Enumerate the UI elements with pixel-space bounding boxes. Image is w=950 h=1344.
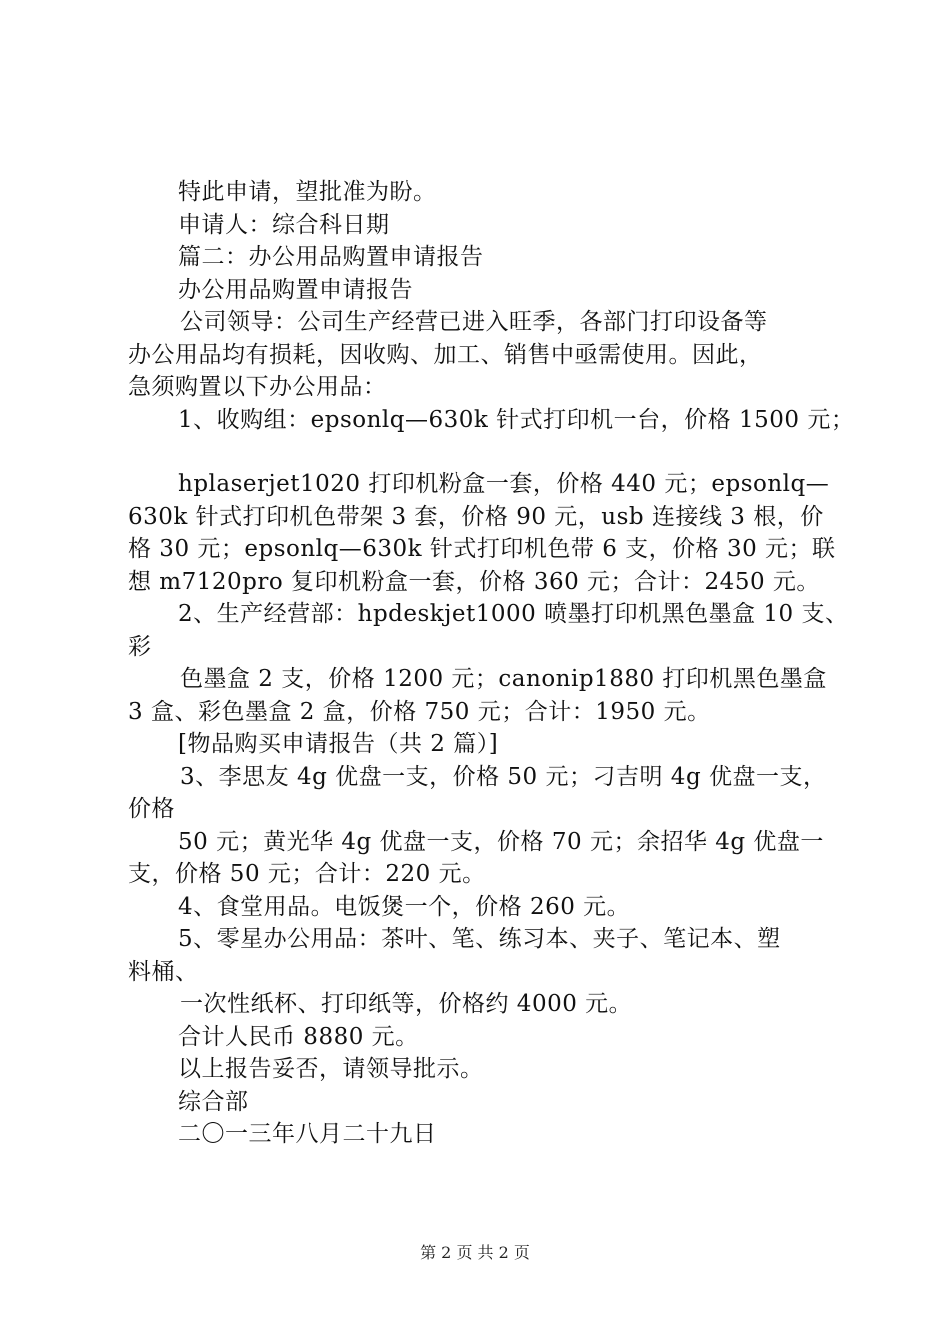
list-item-line: 色墨盒 2 支，价格 1200 元；canonip1880 打印机黑色墨盒 bbox=[180, 666, 827, 692]
document-body bbox=[128, 176, 855, 1151]
list-item-line: 一次性纸杯、打印纸等，价格约 4000 元。 bbox=[180, 991, 633, 1017]
total-line: 合计人民币 8880 元。 bbox=[178, 1023, 419, 1050]
list-item-line: 2、生产经营部：hpdeskjet1000 喷墨打印机黑色墨盒 10 支、 bbox=[178, 601, 849, 627]
approval-line: 以上报告妥否，请领导批示。 bbox=[178, 1056, 484, 1082]
list-item-line: 格 30 元；epsonlq—630k 针式打印机色带 6 支，价格 30 元；联 bbox=[128, 536, 836, 562]
section-heading: 篇二：办公用品购置申请报告 bbox=[178, 244, 484, 270]
list-item-line: 想 m7120pro 复印机粉盒一套，价格 360 元；合计：2450 元。 bbox=[128, 568, 820, 595]
paragraph-line: 公司领导：公司生产经营已进入旺季，各部门打印设备等 bbox=[180, 309, 768, 335]
list-item-line: 料桶、 bbox=[128, 958, 199, 985]
paragraph-line: 急须购置以下办公用品： bbox=[128, 374, 387, 400]
list-item-line: hplaserjet1020 打印机粉盒一套，价格 440 元；epsonlq— bbox=[178, 471, 830, 497]
page-number-label: 第 2 页 共 2 页 bbox=[420, 1243, 530, 1262]
page-footer bbox=[0, 1243, 950, 1263]
closing-request-line: 特此申请，望批准为盼。 bbox=[178, 179, 437, 205]
report-title: 办公用品购置申请报告 bbox=[178, 276, 413, 303]
bracket-title-line: [物品购买申请报告（共 2 篇）] bbox=[178, 731, 499, 757]
list-item-line: 价格 bbox=[128, 796, 175, 822]
list-item-line: 3、李思友 4g 优盘一支，价格 50 元；刁吉明 4g 优盘一支， bbox=[180, 763, 827, 790]
department-signature: 综合部 bbox=[178, 1088, 249, 1115]
list-item-line: 3 盒、彩色墨盒 2 盒，价格 750 元；合计：1950 元。 bbox=[128, 698, 711, 725]
list-item-line: 5、零星办公用品：茶叶、笔、练习本、夹子、笔记本、塑 bbox=[178, 926, 781, 952]
list-item-line: 1、收购组：epsonlq—630k 针式打印机一台，价格 1500 元； bbox=[178, 406, 855, 433]
blank-gap bbox=[128, 436, 838, 468]
paragraph-line: 办公用品均有损耗，因收购、加工、销售中亟需使用。因此， bbox=[128, 341, 763, 368]
list-item-line: 支，价格 50 元；合计：220 元。 bbox=[128, 861, 486, 887]
list-item-line: 4、食堂用品。电饭煲一个，价格 260 元。 bbox=[178, 893, 631, 920]
list-item-line: 彩 bbox=[128, 633, 152, 660]
document-date: 二〇一三年八月二十九日 bbox=[178, 1121, 437, 1147]
applicant-line: 申请人：综合科日期 bbox=[178, 211, 390, 238]
list-item-line: 50 元；黄光华 4g 优盘一支，价格 70 元；余招华 4g 优盘一 bbox=[178, 828, 824, 855]
list-item-line: 630k 针式打印机色带架 3 套，价格 90 元，usb 连接线 3 根，价 bbox=[128, 503, 824, 530]
